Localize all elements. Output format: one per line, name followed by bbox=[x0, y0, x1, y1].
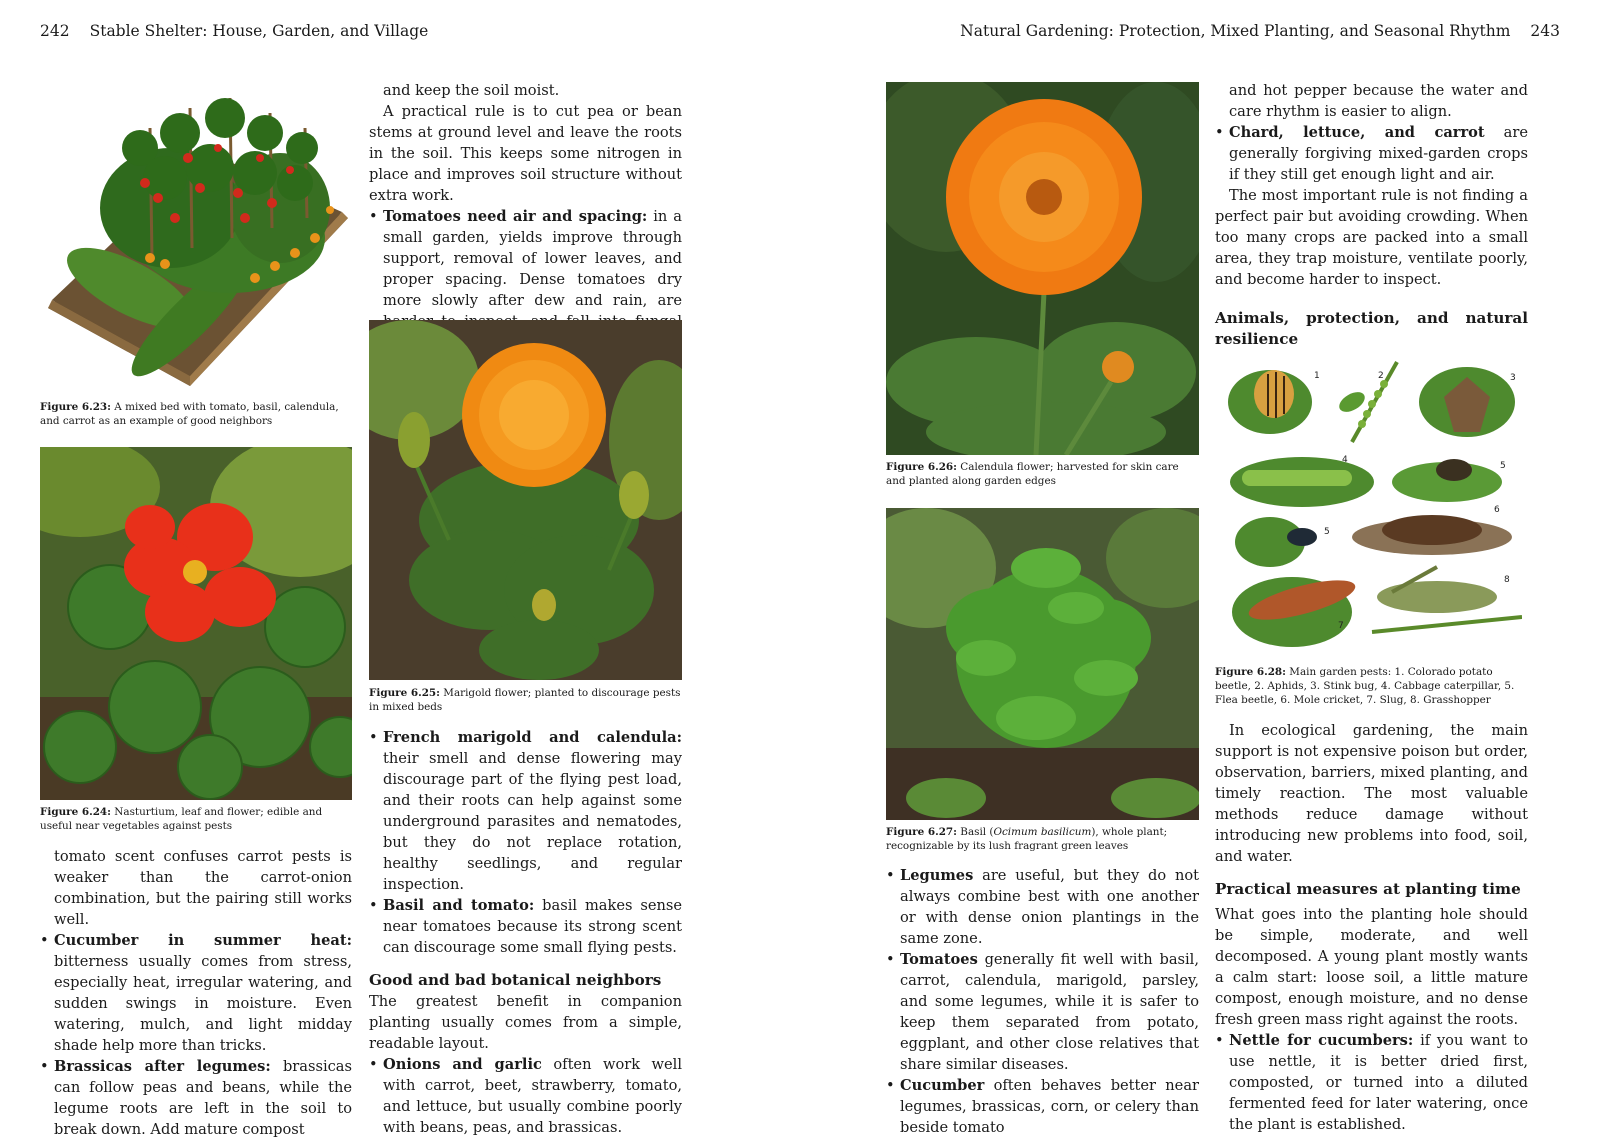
figure-pests-illustration bbox=[1222, 352, 1522, 657]
pest-number: 7 bbox=[1338, 621, 1344, 631]
pest-number: 2 bbox=[1378, 371, 1384, 381]
bullet-term: Brassicas after legumes: bbox=[54, 1058, 271, 1075]
paragraph: The greatest benefit in companion planting usually comes from a simple, readable layout. bbox=[369, 993, 682, 1052]
flea-beetle-icon bbox=[1235, 517, 1317, 567]
pest-number: 6 bbox=[1494, 505, 1500, 515]
figure-label: Figure 6.25: bbox=[369, 687, 440, 699]
bullet-text: bitterness usually comes from stress, especially heat, irregular watering, and sudden swings in moisture. Even watering, mulch, and light midday shade help more than tricks. bbox=[54, 953, 352, 1054]
figure-caption-6-23 bbox=[40, 400, 352, 428]
figure-caption-6-25 bbox=[369, 686, 682, 714]
stink-bug-icon bbox=[1419, 367, 1515, 437]
bullet-item bbox=[369, 895, 682, 958]
paragraph: and keep the soil moist. bbox=[383, 82, 560, 99]
grasshopper-icon bbox=[1372, 567, 1522, 632]
figure-label: Figure 6.27: bbox=[886, 826, 957, 838]
page-number-right: 243 bbox=[1530, 22, 1560, 40]
bullet-item bbox=[40, 1056, 352, 1140]
page-number-left: 242 bbox=[40, 22, 70, 40]
figure-basil-photo bbox=[886, 508, 1199, 820]
text-column-1 bbox=[40, 846, 352, 1140]
bullet-item bbox=[369, 727, 682, 895]
bullet-item bbox=[886, 949, 1199, 1075]
text-column-4-bottom bbox=[1215, 720, 1528, 1135]
mole-cricket-icon bbox=[1352, 515, 1512, 555]
flea-beetle-icon bbox=[1392, 459, 1502, 502]
pest-number: 8 bbox=[1504, 575, 1510, 585]
bullet-term: Tomatoes need air and spacing: bbox=[383, 208, 648, 225]
figure-caption-6-26 bbox=[886, 460, 1199, 488]
caption-text: Main garden pests: 1. Colorado potato beetle, 2. Aphids, 3. Stink bug, 4. Cabbage caterpillar, 5. Flea beetle, 6. Mole cricket, 7. Slug, 8. Grasshopper bbox=[1215, 666, 1515, 706]
pest-number: 1 bbox=[1314, 371, 1320, 381]
bullet-text: are useful, but they do not always combine best with one another or with dense onion plantings in the same zone. bbox=[900, 867, 1199, 947]
caption-text: Calendula flower; harvested for skin care and planted along garden edges bbox=[886, 461, 1179, 487]
figure-caption-6-27 bbox=[886, 825, 1199, 853]
figure-caption-6-24 bbox=[40, 805, 352, 833]
bullet-term: Cucumber bbox=[900, 1077, 985, 1094]
bullet-text: basil makes sense near tomatoes because its strong scent can discourage some small flying pests. bbox=[383, 897, 682, 956]
section-heading: Animals, protection, and natural resilience bbox=[1215, 309, 1528, 348]
caption-text: Marigold flower; planted to discourage pests in mixed beds bbox=[369, 687, 681, 713]
bullet-text: their smell and dense flowering may discourage part of the flying pest load, and their roots can help against some underground parasites and nematodes, but they do not replace rotation, healthy seedlings, and regular inspection. bbox=[383, 750, 682, 893]
text-column-2-top bbox=[369, 80, 682, 353]
caterpillar-icon bbox=[1230, 457, 1374, 507]
bullet-term: Nettle for cucumbers: bbox=[1229, 1032, 1414, 1049]
figure-label: Figure 6.24: bbox=[40, 806, 111, 818]
slug-icon bbox=[1232, 572, 1359, 647]
running-header-right bbox=[960, 22, 1560, 40]
running-title-left: Stable Shelter: House, Garden, and Village bbox=[89, 22, 429, 40]
bullet-item bbox=[886, 865, 1199, 949]
bullet-text: are generally forgiving mixed-garden crops if they still get enough light and air. bbox=[1229, 124, 1528, 183]
figure-marigold-photo bbox=[369, 320, 682, 680]
bullet-term: Tomatoes bbox=[900, 951, 978, 968]
figure-label: Figure 6.28: bbox=[1215, 666, 1286, 678]
bullet-term: Legumes bbox=[900, 867, 974, 884]
bullet-term: Cucumber in summer heat: bbox=[54, 932, 352, 949]
figure-calendula-photo bbox=[886, 82, 1199, 455]
running-header-left bbox=[40, 22, 428, 40]
caption-text: Nasturtium, leaf and flower; edible and useful near vegetables against pests bbox=[40, 806, 323, 832]
bullet-item bbox=[886, 1075, 1199, 1138]
bullet-text: often behaves better near legumes, brassicas, corn, or celery than beside tomato bbox=[900, 1077, 1199, 1136]
pest-number: 4 bbox=[1342, 455, 1348, 465]
pest-number: 5 bbox=[1324, 527, 1330, 537]
caption-text: A mixed bed with tomato, basil, calendula, and carrot as an example of good neighbors bbox=[40, 401, 339, 427]
paragraph: The most important rule is not finding a perfect pair but avoiding crowding. When too many crops are packed into a small area, they trap moisture, ventilate poorly, and become harder to inspect. bbox=[1215, 187, 1528, 288]
section-heading: Practical measures at planting time bbox=[1215, 880, 1521, 898]
paragraph: In ecological gardening, the main support is not expensive poison but order, observation, barriers, mixed planting, and timely reaction. The most valuable methods reduce damage without introducing new problems into food, soil, and water. bbox=[1215, 722, 1528, 865]
paragraph: A practical rule is to cut pea or bean stems at ground level and leave the roots in the soil. This keeps some nitrogen in place and improves soil structure without extra work. bbox=[369, 103, 682, 204]
running-title-right: Natural Gardening: Protection, Mixed Planting, and Seasonal Rhythm bbox=[960, 22, 1511, 40]
figure-nasturtium-photo bbox=[40, 447, 352, 800]
bullet-text: in a small garden, yields improve through support, removal of lower leaves, and proper spacing. Dense tomatoes dry more slowly after dew and rain, are bbox=[383, 208, 683, 309]
bullet-text: often work well with carrot, beet, strawberry, tomato, and lettuce, but usually combine poorly with beans, peas, and brassicas. bbox=[383, 1056, 682, 1136]
pest-number: 3 bbox=[1510, 373, 1516, 383]
bullet-item bbox=[40, 930, 352, 1056]
text-column-4-top bbox=[1215, 80, 1528, 350]
beetle-icon bbox=[1228, 370, 1312, 434]
bullet-term: Chard, lettuce, and carrot bbox=[1229, 124, 1485, 141]
bullet-item bbox=[369, 1054, 682, 1138]
caption-text: ), whole plant; recognizable by its lush fragrant green leaves bbox=[886, 826, 1168, 852]
pest-number: 5 bbox=[1500, 461, 1506, 471]
paragraph: tomato scent confuses carrot pests is weaker than the carrot-onion combination, but the pairing still works well. bbox=[54, 848, 352, 928]
caption-text: Basil ( bbox=[957, 826, 994, 838]
section-heading: Good and bad botanical neighbors bbox=[369, 971, 662, 989]
text-column-2-bottom bbox=[369, 727, 682, 1138]
bullet-term: Basil and tomato: bbox=[383, 897, 535, 914]
paragraph: and hot pepper because the water and care rhythm is easier to align. bbox=[1229, 82, 1528, 120]
figure-label: Figure 6.23: bbox=[40, 401, 111, 413]
bullet-item bbox=[1215, 1030, 1528, 1135]
figure-raised-bed bbox=[40, 88, 352, 386]
figure-label: Figure 6.26: bbox=[886, 461, 957, 473]
bullet-text: brassicas can follow peas and beans, while the legume roots are left in the soil to break down. Add mature compost bbox=[54, 1058, 352, 1138]
bullet-term: French marigold and calendula: bbox=[383, 729, 682, 746]
bullet-text: generally fit well with basil, carrot, calendula, marigold, parsley, and some legumes, while it is safer to keep them separated from potato, eggplant, and other close relatives that share similar diseases. bbox=[900, 951, 1199, 1073]
aphid-icon bbox=[1336, 362, 1397, 442]
caption-latin-name: Ocimum basilicum bbox=[993, 826, 1092, 838]
paragraph: What goes into the planting hole should be simple, moderate, and well decomposed. A young plant mostly wants a calm start: loose soil, a little mature compost, enough moisture, and no dense fresh green mass right against the roots. bbox=[1215, 906, 1528, 1028]
bullet-term: Onions and garlic bbox=[383, 1056, 542, 1073]
figure-caption-6-28 bbox=[1215, 665, 1528, 707]
text-column-3 bbox=[886, 865, 1199, 1138]
bullet-text: if you want to use nettle, it is better dried first, composted, or turned into a diluted fermented feed for later watering, once the plant is established. bbox=[1229, 1032, 1528, 1133]
bullet-item bbox=[1215, 122, 1528, 185]
